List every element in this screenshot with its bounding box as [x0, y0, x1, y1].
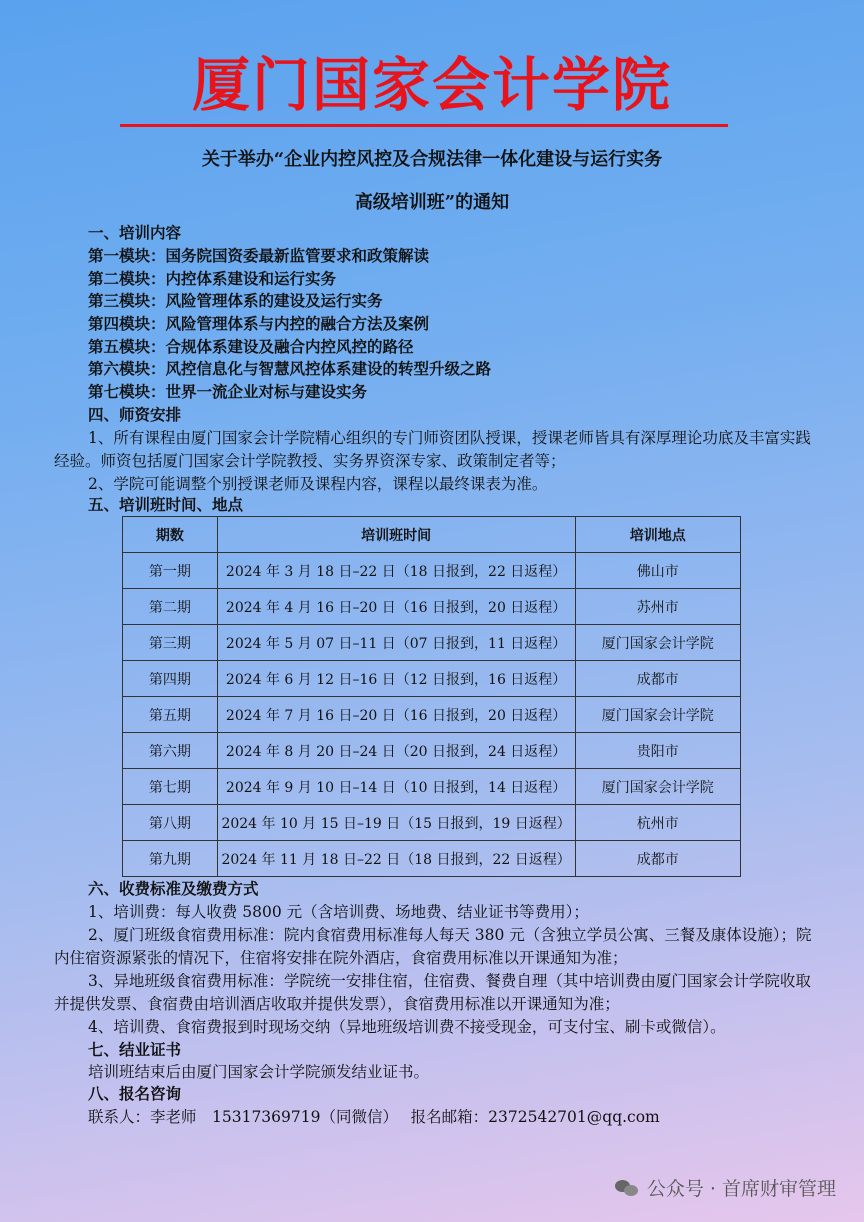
module-item: 第一模块：国务院国资委最新监管要求和政策解读 [88, 247, 430, 265]
wechat-watermark [615, 1174, 836, 1201]
location-cell: 成都市 [575, 661, 740, 697]
faculty-paragraph-2: 2、学院可能调整个别授课老师及课程内容，课程以最终课表为准。 [88, 475, 548, 493]
time-cell: 2024 年 11 月 18 日–22 日（18 日报到，22 日返程） [217, 841, 575, 877]
time-cell: 2024 年 9 月 10 日–14 日（10 日报到，14 日返程） [217, 769, 575, 805]
session-cell: 第六期 [123, 733, 218, 769]
location-cell: 成都市 [575, 841, 740, 877]
time-cell: 2024 年 8 月 20 日–24 日（20 日报到，24 日返程） [217, 733, 575, 769]
session-cell: 第七期 [123, 769, 218, 805]
section8-heading: 八、报名咨询 [88, 1085, 182, 1103]
section6-heading: 六、收费标准及缴费方式 [88, 880, 259, 898]
fee-paragraph-1: 1、培训费：每人收费 5800 元（含培训费、场地费、结业证书等费用）； [88, 903, 589, 921]
session-cell: 第五期 [123, 697, 218, 733]
time-cell: 2024 年 4 月 16 日–20 日（16 日报到，20 日返程） [217, 589, 575, 625]
session-cell: 第二期 [123, 589, 218, 625]
location-cell: 佛山市 [575, 553, 740, 589]
time-cell: 2024 年 10 月 15 日–19 日（15 日报到，19 日返程） [217, 805, 575, 841]
fee-paragraph-2: 2、厦门班级食宿费用标准：院内食宿费用标准每人每天 380 元（含独立学员公寓、三餐及康体设施）；院内住宿资源紧张的情况下，住宿将安排在院外酒店，食宿费用标准以开课通知为准； [54, 926, 812, 967]
certificate-text: 培训班结束后由厦门国家会计学院颁发结业证书。 [88, 1063, 430, 1081]
table-row [123, 697, 741, 733]
time-cell: 2024 年 5 月 07 日–11 日（07 日报到，11 日返程） [217, 625, 575, 661]
module-item: 第四模块：风险管理体系与内控的融合方法及案例 [88, 315, 430, 333]
module-item: 第三模块：风险管理体系的建设及运行实务 [88, 292, 383, 310]
wechat-icon [615, 1178, 639, 1198]
session-cell: 第四期 [123, 661, 218, 697]
table-row [123, 805, 741, 841]
module-item: 第五模块：合规体系建设及融合内控风控的路径 [88, 338, 414, 356]
watermark-text: 公众号 · 首席财审管理 [646, 1178, 836, 1200]
section1-heading: 一、培训内容 [88, 224, 182, 242]
section7-heading: 七、结业证书 [88, 1041, 182, 1059]
time-cell: 2024 年 7 月 16 日–20 日（16 日报到，20 日返程） [217, 697, 575, 733]
column-header-session: 期数 [123, 517, 218, 553]
faculty-paragraph-1: 1、所有课程由厦门国家会计学院精心组织的专门师资团队授课，授课老师皆具有深厚理论功底及丰富实践经验。师资包括厦门国家会计学院教授、实务界资深专家、政策制定者等； [54, 429, 811, 470]
table-row [123, 841, 741, 877]
table-header-row [123, 517, 741, 553]
table-row [123, 553, 741, 589]
fee-paragraph-3: 3、异地班级食宿费用标准：学院统一安排住宿，住宿费、餐费自理（其中培训费由厦门国家会计学院收取并提供发票、食宿费由培训酒店收取并提供发票），食宿费用标准以开课通知为准； [54, 972, 811, 1013]
session-cell: 第九期 [123, 841, 218, 877]
location-cell: 贵阳市 [575, 733, 740, 769]
module-item: 第七模块：世界一流企业对标与建设实务 [88, 383, 368, 401]
location-cell: 厦门国家会计学院 [575, 625, 740, 661]
location-cell: 厦门国家会计学院 [575, 769, 740, 805]
time-cell: 2024 年 6 月 12 日–16 日（12 日报到，16 日返程） [217, 661, 575, 697]
session-cell: 第三期 [123, 625, 218, 661]
title-divider [120, 124, 728, 127]
table-row [123, 589, 741, 625]
notice-subtitle-line2: 高级培训班”的通知 [354, 192, 510, 213]
table-row [123, 661, 741, 697]
column-header-time: 培训班时间 [217, 517, 575, 553]
session-cell: 第八期 [123, 805, 218, 841]
table-row [123, 769, 741, 805]
notice-subtitle-line1: 关于举办“企业内控风控及合规法律一体化建设与运行实务 [201, 149, 663, 170]
location-cell: 厦门国家会计学院 [575, 697, 740, 733]
table-row [123, 733, 741, 769]
module-item: 第六模块：风控信息化与智慧风控体系建设的转型升级之路 [88, 360, 492, 378]
contact-info: 联系人：李老师 15317369719（同微信） 报名邮箱：2372542701@qq.com [88, 1108, 660, 1126]
session-cell: 第一期 [123, 553, 218, 589]
schedule-table [122, 516, 741, 877]
location-cell: 杭州市 [575, 805, 740, 841]
section4-heading: 四、师资安排 [88, 406, 182, 424]
location-cell: 苏州市 [575, 589, 740, 625]
module-item: 第二模块：内控体系建设和运行实务 [88, 270, 337, 288]
fee-paragraph-4: 4、培训费、食宿费报到时现场交纳（异地班级培训费不接受现金，可支付宝、刷卡或微信）。 [88, 1018, 726, 1036]
table-row [123, 625, 741, 661]
time-cell: 2024 年 3 月 18 日–22 日（18 日报到，22 日返程） [217, 553, 575, 589]
page-title: 厦门国家会计学院 [191, 51, 672, 119]
section5-heading: 五、培训班时间、地点 [88, 496, 244, 514]
column-header-location: 培训地点 [575, 517, 740, 553]
